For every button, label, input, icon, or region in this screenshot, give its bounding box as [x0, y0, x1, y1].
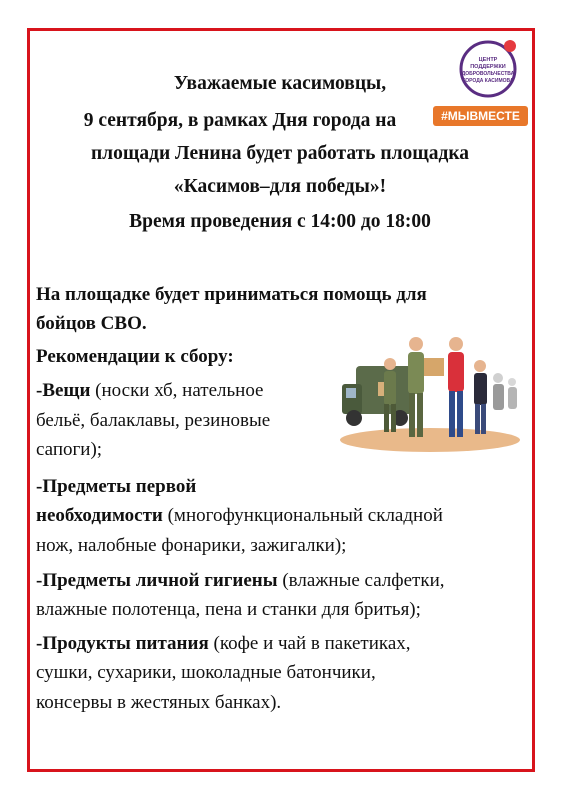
intro-line-2: бойцов СВО. [36, 313, 147, 334]
volunteers-truck-illustration [338, 322, 522, 456]
list-item-essentials: -Предметы первой [36, 476, 197, 497]
list-item-clothes: -Вещи (носки хб, нательное [36, 380, 264, 401]
event-line-2: площади Ленина будет работать площадка [90, 143, 470, 164]
list-item-food: -Продукты питания (кофе и чай в пакетиках, [36, 633, 411, 654]
greeting: Уважаемые касимовцы, [173, 73, 387, 94]
list-item-food-cont: сушки, сухарики, шоколадные батончики, [36, 662, 376, 683]
list-item-hygiene: -Предметы личной гигиены (влажные салфетки, [36, 570, 445, 591]
list-item-food-cont: консервы в жестяных банках). [36, 692, 282, 713]
list-item-essentials-cont: нож, налобные фонарики, зажигалки); [36, 535, 347, 556]
intro-line-1: На площадке будет приниматься помощь для [36, 284, 427, 305]
recommendations-title: Рекомендации к сбору: [36, 346, 234, 367]
svg-text:ГОРОДА КАСИМОВА: ГОРОДА КАСИМОВА [462, 78, 514, 84]
list-item-clothes-cont: бельё, балаклавы, резиновые [36, 410, 271, 431]
event-time: Время проведения с 14:00 до 18:00 [129, 211, 431, 232]
svg-text:ПОДДЕРЖКИ: ПОДДЕРЖКИ [470, 64, 506, 70]
svg-text:ЦЕНТР: ЦЕНТР [478, 57, 498, 63]
event-name: «Касимов–для победы»! [173, 176, 387, 197]
event-line-1: 9 сентября, в рамках Дня города на [83, 110, 397, 131]
list-item-essentials-cont: необходимости (многофункциональный складной [36, 505, 443, 526]
svg-text:ДОБРОВОЛЬЧЕСТВА: ДОБРОВОЛЬЧЕСТВА [461, 71, 515, 77]
hashtag-badge: #МЫВМЕСТЕ [433, 106, 528, 126]
list-item-clothes-cont: сапоги); [36, 439, 103, 460]
list-item-hygiene-cont: влажные полотенца, пена и станки для бритья); [36, 599, 421, 620]
